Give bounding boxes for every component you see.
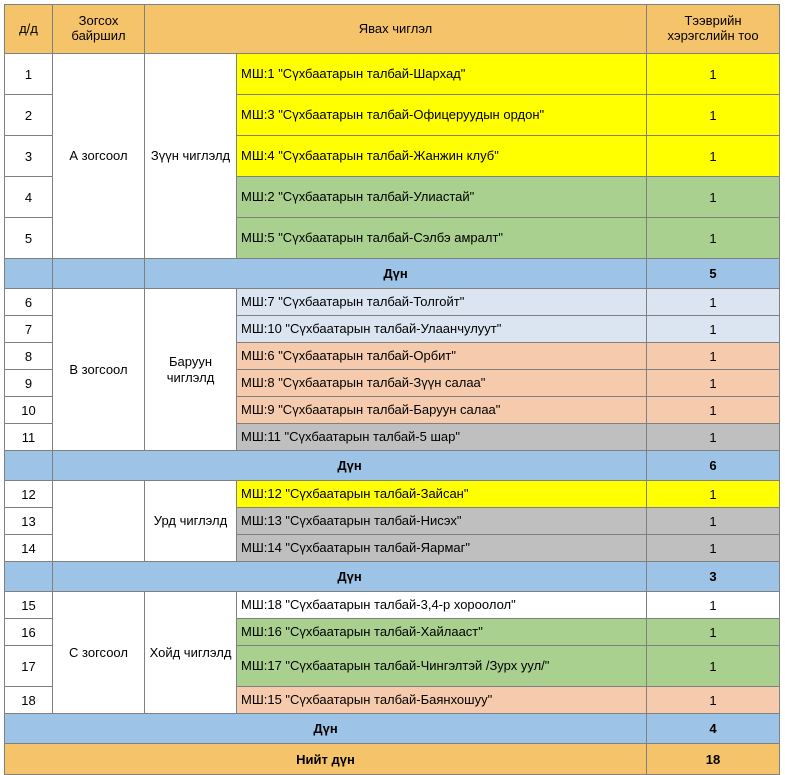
vehicle-count: 1 bbox=[647, 508, 780, 535]
route-name: МШ:18 "Сүхбаатарын талбай-3,4-р хороолол" bbox=[237, 592, 647, 619]
vehicle-count: 1 bbox=[647, 646, 780, 687]
header-cell-stop: Зогсох байршил bbox=[53, 5, 145, 54]
route-name: МШ:6 "Сүхбаатарын талбай-Орбит" bbox=[237, 343, 647, 370]
row-index: 4 bbox=[5, 177, 53, 218]
vehicle-count: 1 bbox=[647, 592, 780, 619]
route-name: МШ:4 "Сүхбаатарын талбай-Жанжин клуб" bbox=[237, 136, 647, 177]
row-index: 18 bbox=[5, 687, 53, 714]
direction-west: Баруун чиглэлд bbox=[145, 289, 237, 451]
table-row bbox=[5, 289, 780, 316]
vehicle-count: 1 bbox=[647, 397, 780, 424]
row-index: 11 bbox=[5, 424, 53, 451]
subtotal-spacer bbox=[5, 451, 53, 481]
route-name: МШ:13 "Сүхбаатарын талбай-Нисэх" bbox=[237, 508, 647, 535]
grand-total-row bbox=[5, 744, 780, 775]
row-index: 10 bbox=[5, 397, 53, 424]
stop-location-c: С зогсоол bbox=[53, 592, 145, 714]
grand-total-value: 18 bbox=[647, 744, 780, 775]
table-row bbox=[5, 592, 780, 619]
route-name: МШ:2 "Сүхбаатарын талбай-Улиастай" bbox=[237, 177, 647, 218]
subtotal-label: Дүн bbox=[53, 562, 647, 592]
row-index: 9 bbox=[5, 370, 53, 397]
direction-south: Урд чиглэлд bbox=[145, 481, 237, 562]
vehicle-count: 1 bbox=[647, 289, 780, 316]
row-index: 15 bbox=[5, 592, 53, 619]
subtotal-row-south bbox=[5, 562, 780, 592]
route-name: МШ:15 "Сүхбаатарын талбай-Баянхошуу" bbox=[237, 687, 647, 714]
stop-location-spacer bbox=[53, 481, 145, 562]
table-row bbox=[5, 481, 780, 508]
row-index: 6 bbox=[5, 289, 53, 316]
row-index: 16 bbox=[5, 619, 53, 646]
row-index: 5 bbox=[5, 218, 53, 259]
route-name: МШ:17 "Сүхбаатарын талбай-Чингэлтэй /Зурх уул/" bbox=[237, 646, 647, 687]
subtotal-row-east bbox=[5, 259, 780, 289]
route-name: МШ:1 "Сүхбаатарын талбай-Шархад" bbox=[237, 54, 647, 95]
stop-location-b: В зогсоол bbox=[53, 289, 145, 451]
table-body bbox=[5, 54, 780, 775]
vehicle-count: 1 bbox=[647, 619, 780, 646]
table-row bbox=[5, 54, 780, 95]
subtotal-row-north bbox=[5, 714, 780, 744]
subtotal-value-north: 4 bbox=[647, 714, 780, 744]
row-index: 1 bbox=[5, 54, 53, 95]
subtotal-value-east: 5 bbox=[647, 259, 780, 289]
route-name: МШ:12 "Сүхбаатарын талбай-Зайсан" bbox=[237, 481, 647, 508]
route-name: МШ:11 "Сүхбаатарын талбай-5 шар" bbox=[237, 424, 647, 451]
vehicle-count: 1 bbox=[647, 95, 780, 136]
vehicle-count: 1 bbox=[647, 343, 780, 370]
vehicle-count: 1 bbox=[647, 370, 780, 397]
row-index: 3 bbox=[5, 136, 53, 177]
subtotal-label: Дүн bbox=[5, 714, 647, 744]
table-header bbox=[5, 5, 780, 54]
row-index: 13 bbox=[5, 508, 53, 535]
route-name: МШ:16 "Сүхбаатарын талбай-Хайлааст" bbox=[237, 619, 647, 646]
header-cell-count: Тээврийн хэрэгслийн тоо bbox=[647, 5, 780, 54]
subtotal-label: Дүн bbox=[145, 259, 647, 289]
route-name: МШ:7 "Сүхбаатарын талбай-Толгойт" bbox=[237, 289, 647, 316]
grand-total-label: Нийт дүн bbox=[5, 744, 647, 775]
header-cell-dd: д/д bbox=[5, 5, 53, 54]
row-index: 14 bbox=[5, 535, 53, 562]
vehicle-count: 1 bbox=[647, 218, 780, 259]
vehicle-count: 1 bbox=[647, 316, 780, 343]
subtotal-spacer bbox=[53, 259, 145, 289]
row-index: 17 bbox=[5, 646, 53, 687]
vehicle-count: 1 bbox=[647, 177, 780, 218]
vehicle-count: 1 bbox=[647, 136, 780, 177]
direction-east: Зүүн чиглэлд bbox=[145, 54, 237, 259]
route-name: МШ:9 "Сүхбаатарын талбай-Баруун салаа" bbox=[237, 397, 647, 424]
row-index: 8 bbox=[5, 343, 53, 370]
subtotal-value-west: 6 bbox=[647, 451, 780, 481]
row-index: 12 bbox=[5, 481, 53, 508]
vehicle-count: 1 bbox=[647, 424, 780, 451]
vehicle-count: 1 bbox=[647, 54, 780, 95]
direction-north: Хойд чиглэлд bbox=[145, 592, 237, 714]
subtotal-row-west bbox=[5, 451, 780, 481]
route-name: МШ:3 "Сүхбаатарын талбай-Офицеруудын ордон" bbox=[237, 95, 647, 136]
vehicle-count: 1 bbox=[647, 687, 780, 714]
route-name: МШ:14 "Сүхбаатарын талбай-Яармаг" bbox=[237, 535, 647, 562]
vehicle-count: 1 bbox=[647, 481, 780, 508]
stop-location-a: А зогсоол bbox=[53, 54, 145, 259]
subtotal-spacer bbox=[5, 562, 53, 592]
row-index: 7 bbox=[5, 316, 53, 343]
header-cell-direction: Явах чиглэл bbox=[145, 5, 647, 54]
route-name: МШ:5 "Сүхбаатарын талбай-Сэлбэ амралт" bbox=[237, 218, 647, 259]
transport-routes-table bbox=[4, 4, 780, 775]
row-index: 2 bbox=[5, 95, 53, 136]
subtotal-spacer bbox=[5, 259, 53, 289]
subtotal-label: Дүн bbox=[53, 451, 647, 481]
subtotal-value-south: 3 bbox=[647, 562, 780, 592]
vehicle-count: 1 bbox=[647, 535, 780, 562]
route-name: МШ:10 "Сүхбаатарын талбай-Улаанчулуут" bbox=[237, 316, 647, 343]
route-name: МШ:8 "Сүхбаатарын талбай-Зүүн салаа" bbox=[237, 370, 647, 397]
